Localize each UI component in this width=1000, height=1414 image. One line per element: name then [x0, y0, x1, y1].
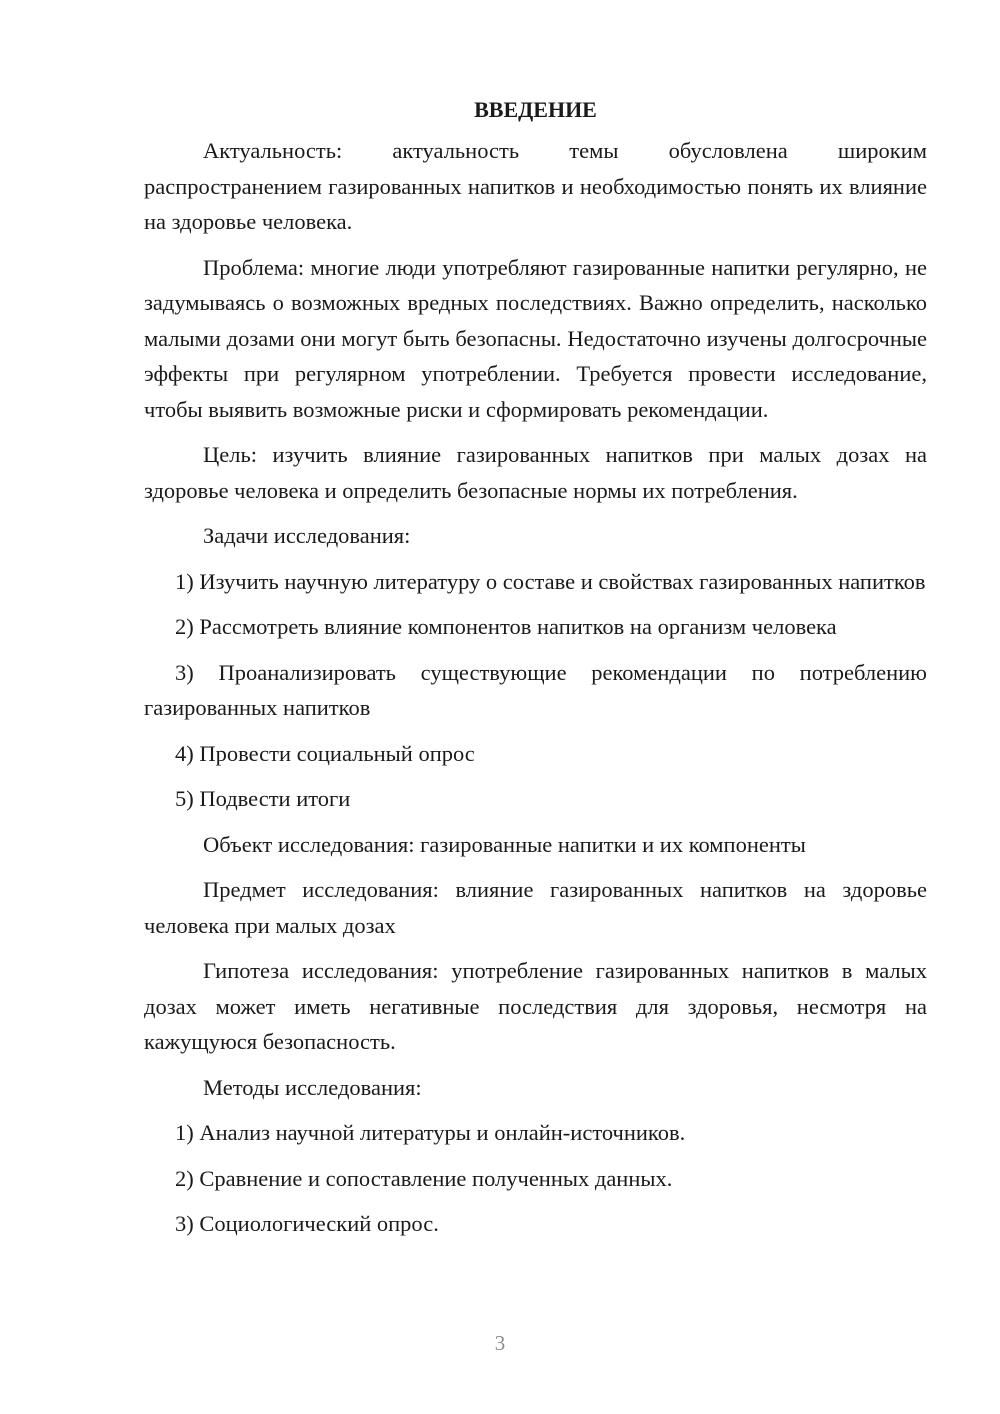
task-item: 3) Проанализировать существующие рекомендации по потреблению газированных напитков [144, 659, 927, 720]
relevance-paragraph: Актуальность: актуальность темы обусловлена широким распространением газированных напитков и необходимостью понять их влияние на здоровье человека. [144, 138, 927, 234]
task-item: 4) Провести социальный опрос [175, 740, 475, 766]
method-item: 3) Социологический опрос. [175, 1211, 439, 1236]
task-item: 5) Подвести итоги [175, 786, 351, 811]
problem-paragraph: Проблема: многие люди употребляют газированные напитки регулярно, не задумываясь о возможных вредных последствиях. Важно определить, насколько малыми дозами они могут быть безопасны. Недостаточно изучены долгосрочные эффекты при регулярном употреблении. Требуется провести исследование, чтобы выявить возможные риски и сформировать рекомендации. [144, 254, 927, 422]
hypothesis-paragraph: Гипотеза исследования: употребление газированных напитков в малых дозах может иметь негативные последствия для здоровья, несмотря на кажущуюся безопасность. [144, 958, 927, 1054]
page-title: ВВЕДЕНИЕ [474, 97, 597, 122]
method-item: 2) Сравнение и сопоставление полученных данных. [175, 1165, 673, 1191]
method-item: 1) Анализ научной литературы и онлайн-источников. [175, 1120, 686, 1145]
tasks-heading: Задачи исследования: [203, 523, 411, 548]
subject-paragraph: Предмет исследования: влияние газированных напитков на здоровье человека при малых дозах [144, 877, 927, 938]
methods-heading: Методы исследования: [203, 1074, 422, 1100]
task-item: 1) Изучить научную литературу о составе и свойствах газированных напитков [175, 568, 926, 594]
page-number: 3 [494, 1331, 506, 1355]
task-item: 2) Рассмотреть влияние компонентов напитков на организм человека [175, 614, 837, 639]
object-paragraph: Объект исследования: газированные напитки и их компоненты [203, 831, 806, 857]
page-content [144, 92, 927, 1252]
goal-paragraph: Цель: изучить влияние газированных напитков при малых дозах на здоровье человека и определить безопасные нормы их потребления. [144, 442, 927, 503]
